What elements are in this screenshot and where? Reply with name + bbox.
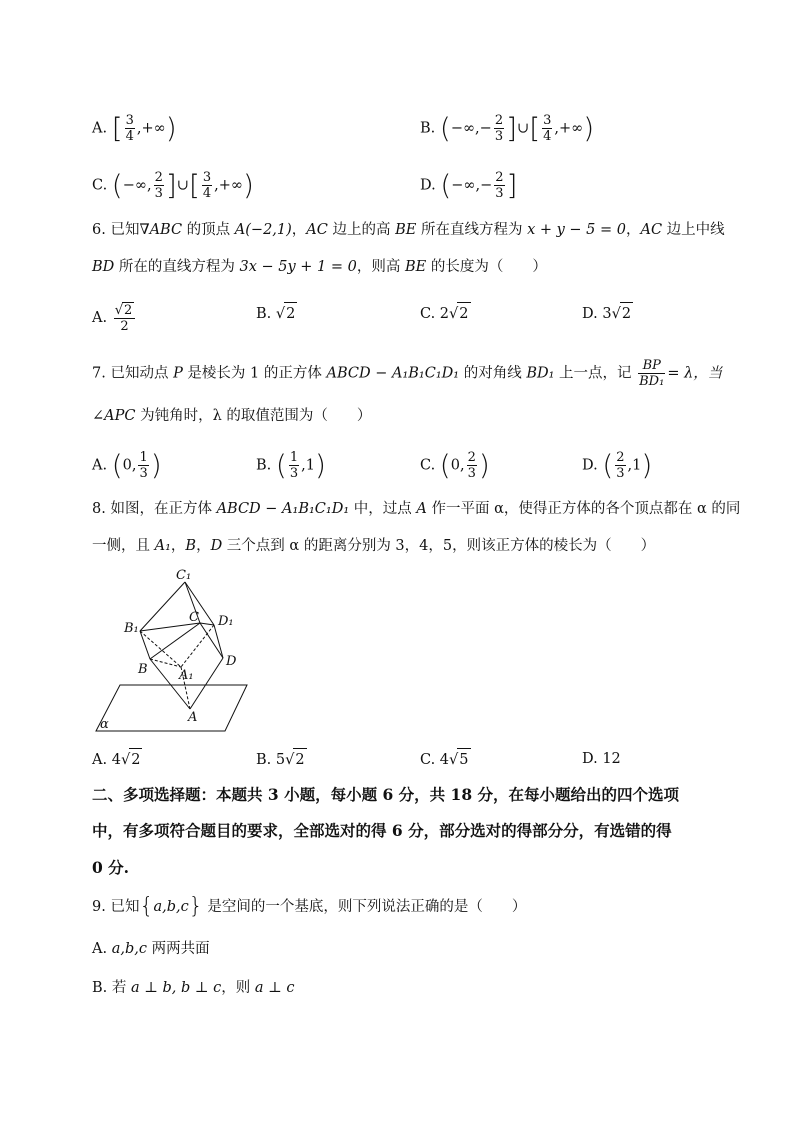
fraction: $\frac{2}{3}$ — [616, 450, 625, 481]
edge-c-d1 — [200, 623, 214, 625]
q6-option-a[interactable]: A. $\frac{√2}{2}$ — [92, 302, 137, 334]
plane-alpha — [96, 685, 247, 731]
fraction: $\frac{3}{4}$ — [125, 113, 134, 144]
q7-option-a[interactable]: A. (0, $\frac{1}{3}$ ) — [92, 448, 162, 482]
q5-option-c[interactable]: C. (−∞, $\frac{2}{3}$ ]∪[ $\frac{3}{4}$ ,+∞) — [92, 168, 254, 202]
label-a: A — [188, 710, 198, 725]
q5-option-d[interactable]: D. (−∞,− $\frac{2}{3}$ ] — [420, 168, 518, 202]
fraction: $\frac{1}{3}$ — [289, 450, 299, 481]
q7-stem-line2: ∠APC 为钝角时，λ 的取值范围为（ ） — [92, 408, 372, 424]
edge-c1-b1 — [140, 582, 185, 631]
q7-option-c[interactable]: C. (0, $\frac{2}{3}$ ) — [420, 448, 490, 482]
label-d: D — [226, 654, 237, 669]
label-b: B — [138, 662, 148, 677]
fraction: $\frac{3}{4}$ — [202, 170, 212, 201]
q9-option-b[interactable]: B. 若 a ⊥ b, b ⊥ c，则 a ⊥ c — [92, 980, 295, 996]
fraction: $\frac{2}{3}$ — [495, 170, 504, 201]
q8-option-c[interactable]: C. 4√5 — [420, 748, 471, 771]
section2-line2: 中，有多项符合题目的要求，全部选对的得 6 分，部分选对的得部分分，有选错的得 — [92, 821, 672, 840]
edge-d1-d — [214, 625, 223, 658]
q6-stem-line2: BD 所在的直线方程为 3x − 5y + 1 = 0，则高 BE 的长度为（ ） — [92, 259, 547, 275]
q5-option-b[interactable]: B. (−∞,− $\frac{2}{3}$ ]∪[ $\frac{3}{4}$ ,+∞) — [420, 111, 595, 145]
section2-line3: 0 分. — [92, 858, 130, 877]
label-b1: B₁ — [124, 621, 139, 636]
label-alpha: α — [100, 717, 109, 732]
q6-option-c[interactable]: C. 2√2 — [420, 302, 471, 325]
q8-stem-line1: 8. 如图，在正方体 ABCD − A₁B₁C₁D₁ 中，过点 A 作一平面 α，使得正方体的各个顶点都在 α 的同 — [92, 501, 741, 517]
q7-option-d[interactable]: D. ( $\frac{2}{3}$ ,1) — [582, 448, 653, 482]
q7-stem-line1: 7. 已知动点 P 是棱长为 1 的正方体 ABCD − A₁B₁C₁D₁ 的对角线 BD₁ 上一点，记 $\frac{BP}{\text{BD₁}}$ = λ，当 — [92, 358, 723, 389]
q6-stem-line1: 6. 已知∇ABC 的顶点 A(−2,1)，AC 边上的高 BE 所在直线方程为 x + y − 5 = 0，AC 边上中线 — [92, 222, 725, 238]
q9-stem: 9. 已知{a,b,c} 是空间的一个基底，则下列说法正确的是（ ） — [92, 894, 527, 919]
fraction: $\frac{2}{3}$ — [467, 450, 476, 481]
q8-option-a[interactable]: A. 4√2 — [92, 748, 142, 771]
q9-option-a[interactable]: A. a,b,c 两两共面 — [92, 941, 210, 957]
cube-figure — [92, 565, 262, 740]
edge-d1-a1 — [181, 625, 214, 667]
fraction: $\frac{√2}{2}$ — [114, 302, 136, 334]
q7-option-b[interactable]: B. ( $\frac{1}{3}$ ,1) — [256, 448, 326, 482]
fraction: $\frac{1}{3}$ — [139, 450, 148, 481]
q6-option-b[interactable]: B. √2 — [256, 302, 297, 325]
fraction: $\frac{2}{3}$ — [154, 170, 163, 201]
q8-stem-line2: 一侧，且 A₁，B，D 三个点到 α 的距离分别为 3，4，5，则该正方体的棱长为（ ） — [92, 538, 656, 554]
section2-line1: 二、多项选择题：本题共 3 小题，每小题 6 分，共 18 分，在每小题给出的四个选项 — [92, 785, 680, 804]
fraction: $\frac{BP}{\text{BD₁}}$ — [639, 358, 665, 389]
label-a1: A₁ — [179, 668, 194, 683]
fraction: $\frac{3}{4}$ — [543, 113, 552, 144]
edge-b-a — [150, 659, 190, 709]
label-d1: D₁ — [218, 614, 234, 629]
q5-option-a[interactable]: A. [ $\frac{3}{4}$ ,+∞) — [92, 111, 177, 145]
edge-d-a — [190, 658, 223, 709]
q8-option-d[interactable]: D. 12 — [582, 751, 621, 767]
q6-option-d[interactable]: D. 3√2 — [582, 302, 633, 325]
edge-b-a1 — [150, 659, 181, 667]
label-c1: C₁ — [176, 568, 192, 583]
fraction: $\frac{2}{3}$ — [494, 113, 504, 144]
q8-option-b[interactable]: B. 5√2 — [256, 748, 307, 771]
label-c: C — [189, 610, 199, 625]
